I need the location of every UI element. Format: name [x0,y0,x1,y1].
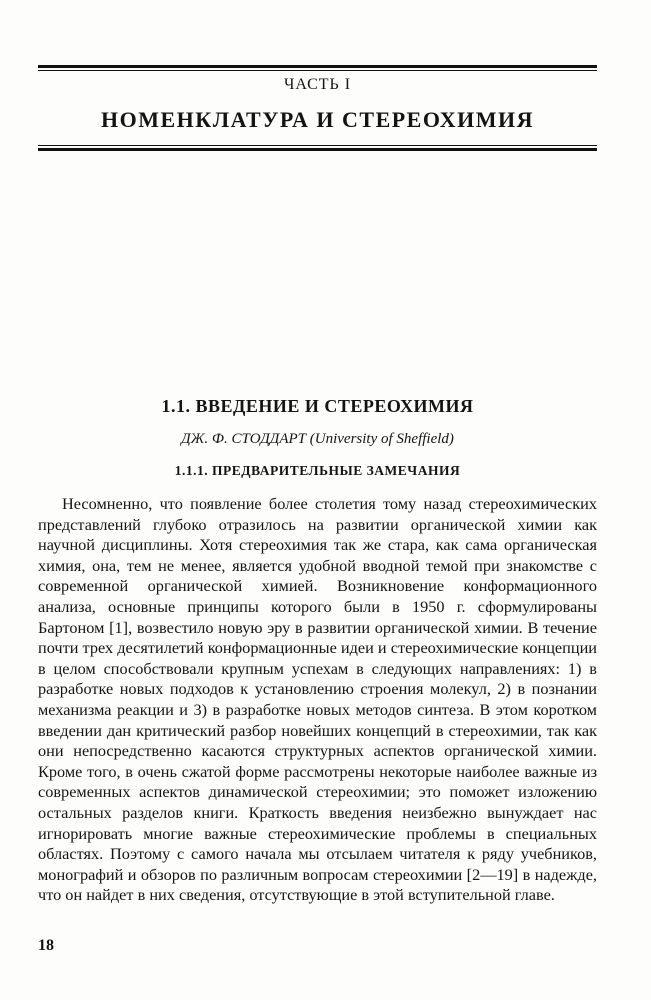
body-paragraph: Несомненно, что появление более столетия тому назад стереохимических представлений глубоко отразилось на развитии органической химии как научной дисциплины. Хотя стереохимия так же стара, как сама органическая химия, она, тем не менее, является удобной вводной темой при знакомстве с современной органической химией. Возникновение конформационного анализа, основные принципы которого были в 1950 г. сформулированы Бартоном [1], возвестило новую эру в развитии органической химии. В течение почти трех десятилетий конформационные идеи и стереохимические концепции в целом способствовали крупным успехам в следующих направлениях: 1) в разработке новых подходов к установлению строения молекул, 2) в познании механизма реакции и 3) в разработке новых методов синтеза. В этом коротком введении дан критический разбор новейших концепций в стереохимии, так как они непосредственно касаются структурных аспектов органической химии. Кроме того, в очень сжатой форме рассмотрены некоторые наиболее важные из современных аспектов динамической стереохимии; это поможет изложению остальных разделов книги. Краткость введения неизбежно вынуждает нас игнорировать многие важные стереохимические проблемы в специальных областях. Поэтому с самого начала мы отсылаем читателя к ряду учебников, монографий и обзоров по различным вопросам стереохимии [2—19] в надежде, что он найдет в них сведения, отсутствующие в этой вступительной главе. [38,494,597,905]
subsection-title: 1.1.1. ПРЕДВАРИТЕЛЬНЫЕ ЗАМЕЧАНИЯ [174,463,461,478]
part-label: ЧАСТЬ I [283,76,352,93]
section-title: 1.1. ВВЕДЕНИЕ И СТЕРЕОХИМИЯ [161,396,474,416]
section-author [38,431,597,448]
bottom-rule-thick [38,148,597,151]
part-title: НОМЕНКЛАТУРА И СТЕРЕОХИМИЯ [100,107,535,132]
author-name: ДЖ. Ф. СТОДДАРТ [181,431,307,447]
top-rule-thick [38,65,597,68]
top-rule-thin [38,70,597,71]
author-affiliation: (University of Sheffield) [309,431,454,447]
page-number: 18 [38,937,54,954]
bottom-rule-thin [38,145,597,146]
